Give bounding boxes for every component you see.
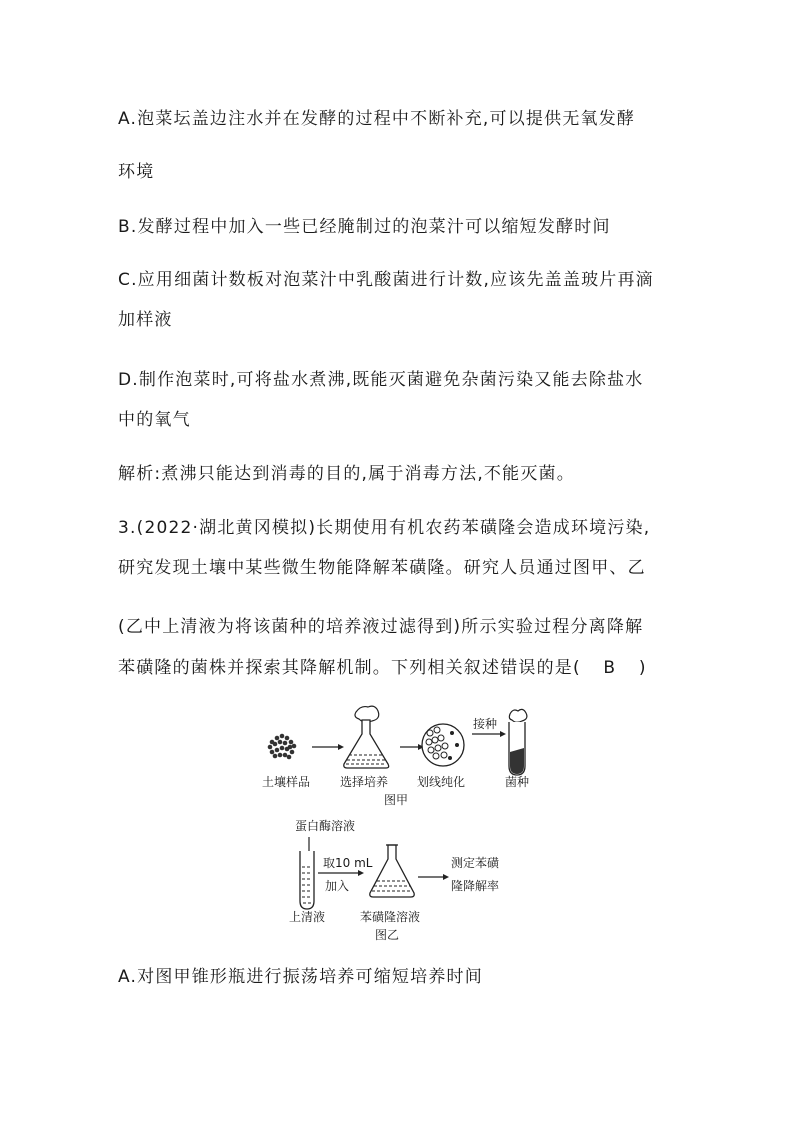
- supernatant-label: 上清液: [289, 910, 326, 924]
- add-label: 加入: [325, 879, 350, 893]
- option-d-line-1: D.制作泡菜时,可将盐水煮沸,既能灭菌避免杂菌污染又能去除盐水: [118, 370, 644, 390]
- benzenesulfuron-flask-icon: [370, 845, 414, 897]
- take-10ml-label: 取10 mL: [323, 856, 373, 870]
- figure-jia-caption: 图甲: [384, 793, 409, 807]
- label-selective-culture: 选择培养: [340, 775, 389, 789]
- measure-label-2: 隆降解率: [451, 879, 500, 893]
- answer-choice: B: [603, 658, 617, 678]
- option-a-next: A.对图甲锥形瓶进行振荡培养可缩短培养时间: [118, 967, 483, 987]
- inoculate-label: 接种: [473, 717, 498, 731]
- figure-jia: [260, 700, 560, 815]
- option-c-line-1: C.应用细菌计数板对泡菜汁中乳酸菌进行计数,应该先盖盖玻片再滴: [118, 270, 654, 290]
- figure-yi: [285, 815, 525, 945]
- protease-solution-label: 蛋白酶溶液: [295, 819, 356, 833]
- question-3-stem-end: 苯磺隆的菌株并探索其降解机制。下列相关叙述错误的是(: [118, 658, 581, 678]
- measure-label-1: 测定苯磺: [451, 856, 500, 870]
- petri-dish-icon: [422, 724, 464, 766]
- analysis-line: 解析:煮沸只能达到消毒的目的,属于消毒方法,不能灭菌。: [118, 464, 575, 484]
- label-strain: 菌种: [505, 775, 530, 789]
- figure-yi-caption: 图乙: [375, 928, 400, 942]
- question-3-line-3: (乙中上清液为将该菌种的培养液过滤得到)所示实验过程分离降解: [118, 617, 644, 637]
- label-streak-purification: 划线纯化: [417, 775, 466, 789]
- question-3-line-2: 研究发现土壤中某些微生物能降解苯磺隆。研究人员通过图甲、乙: [118, 558, 646, 578]
- option-a-line-1: A.泡菜坛盖边注水并在发酵的过程中不断补充,可以提供无氧发酵: [118, 109, 636, 129]
- option-c-line-2: 加样液: [118, 310, 173, 330]
- erlenmeyer-flask-icon: [344, 706, 389, 768]
- soil-sample-icon: [268, 734, 297, 760]
- label-soil-sample: 土壤样品: [262, 775, 311, 789]
- benzenesulfuron-solution-label: 苯磺隆溶液: [360, 910, 421, 924]
- option-d-line-2: 中的氧气: [118, 410, 191, 430]
- supernatant-tube-icon: [300, 851, 314, 909]
- option-b-line: B.发酵过程中加入一些已经腌制过的泡菜汁可以缩短发酵时间: [118, 217, 611, 237]
- test-tube-icon: [509, 709, 527, 775]
- question-3-close-paren: ): [638, 658, 647, 678]
- question-3-line-1: 3.(2022·湖北黄冈模拟)长期使用有机农药苯磺隆会造成环境污染,: [118, 518, 651, 538]
- option-a-line-2: 环境: [118, 162, 155, 182]
- question-3-line-4: [118, 656, 647, 680]
